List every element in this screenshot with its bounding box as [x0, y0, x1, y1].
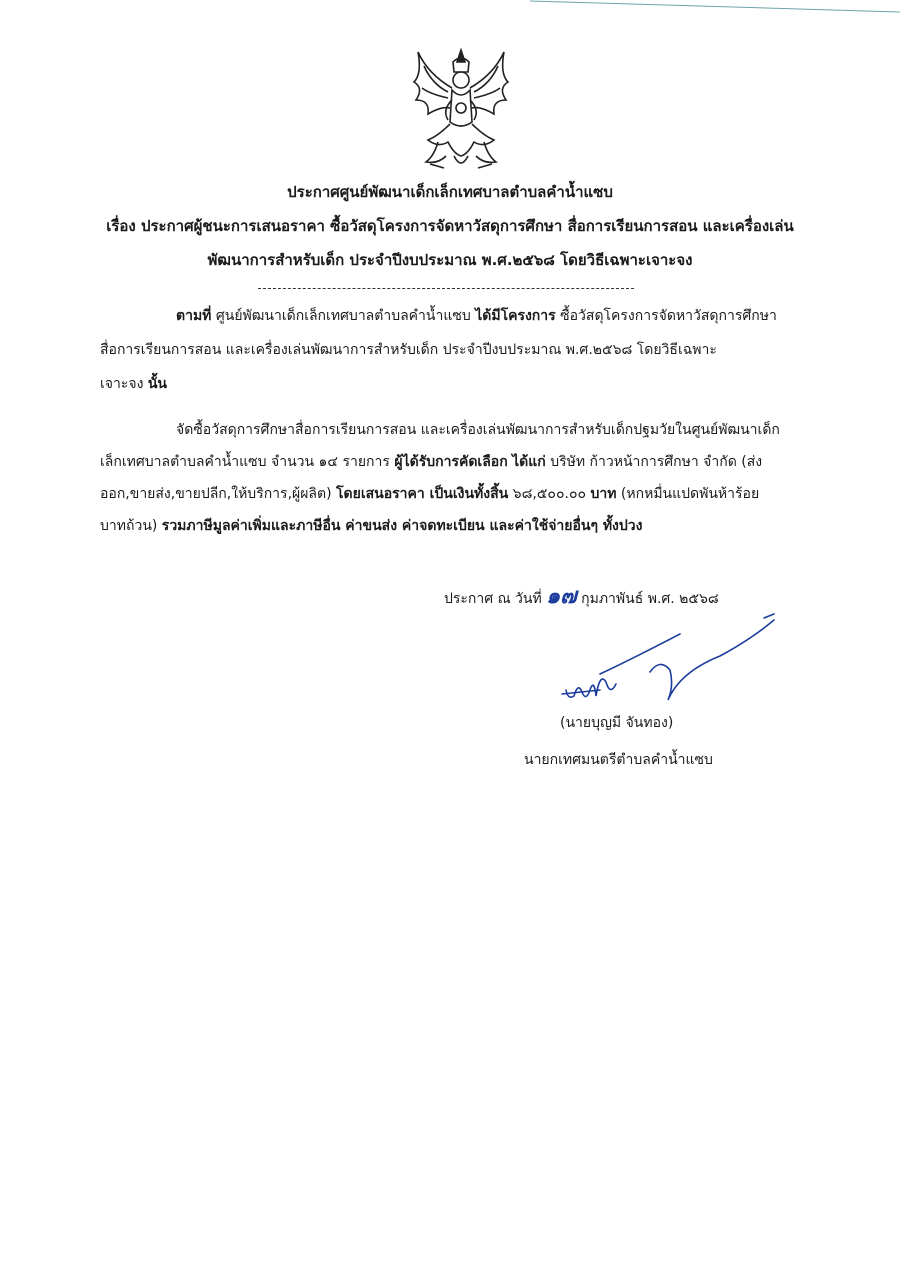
para1-text: ซื้อวัสดุโครงการจัดหาวัสดุการศึกษา: [555, 308, 777, 324]
para2-text: ๖๘,๕๐๐.๐๐: [508, 486, 591, 502]
para1-line1: [176, 306, 777, 326]
para2-text: เล็กเทศบาลตำบลคำน้ำแซบ จำนวน ๑๔ รายการ: [100, 454, 395, 470]
para1-phrase: ได้มีโครงการ: [475, 308, 556, 324]
para2-phrase: ผู้ได้รับการคัดเลือก: [394, 454, 508, 470]
para1-text: เจาะจง: [100, 376, 148, 392]
date-prefix: ประกาศ ณ วันที่: [444, 591, 542, 607]
para1-line2: สื่อการเรียนการสอน และเครื่องเล่นพัฒนาการสำหรับเด็ก ประจำปีงบประมาณ พ.ศ.๒๕๖๘ โดยวิธีเฉพาะ: [100, 342, 717, 358]
date-suffix: กุมภาพันธ์ พ.ศ. ๒๕๖๘: [581, 591, 719, 607]
handwritten-signature: [560, 612, 790, 712]
handwritten-day: ๑๗: [546, 583, 577, 609]
para1-text: ศูนย์พัฒนาเด็กเล็กเทศบาลตำบลคำน้ำแซบ: [211, 308, 476, 324]
para2-line1: จัดซื้อวัสดุการศึกษาสื่อการเรียนการสอน และเครื่องเล่นพัฒนาการสำหรับเด็กปฐมวัยในศูนย์พัฒนาเด็ก: [176, 422, 780, 438]
para1-line3: [100, 374, 167, 394]
signatory-name: (นายบุญมี จันทอง): [560, 715, 674, 731]
para2-phrase: บาท: [590, 486, 617, 502]
para1-phrase: นั้น: [147, 376, 167, 392]
announcement-date: [444, 578, 719, 613]
para2-text: บริษัท ก้าวหน้าการศึกษา จำกัด (ส่ง: [545, 454, 763, 470]
para2-text: (หกหมื่นแปดพันห้าร้อย: [616, 486, 760, 502]
announcement-subject: เรื่อง ประกาศผู้ชนะการเสนอราคา ซื้อวัสดุโครงการจัดหาวัสดุการศึกษา สื่อการเรียนการสอน และเครื่องเล่น: [106, 217, 794, 235]
scan-edge-line: [530, 0, 900, 14]
para2-line2: [100, 452, 762, 472]
announcement-subject-cont: พัฒนาการสำหรับเด็ก ประจำปีงบประมาณ พ.ศ.๒๕๖๘ โดยวิธีเฉพาะเจาะจง: [207, 251, 693, 269]
para1-phrase: ตามที่: [176, 308, 212, 324]
para2-phrase: โดยเสนอราคา เป็นเงินทั้งสิ้น: [336, 486, 509, 502]
para2-text: บาทถ้วน): [100, 518, 162, 534]
garuda-emblem-icon: [408, 44, 514, 174]
announcement-title: ประกาศศูนย์พัฒนาเด็กเล็กเทศบาลตำบลคำน้ำแซบ: [287, 183, 613, 201]
para2-phrase: รวมภาษีมูลค่าเพิ่มและภาษีอื่น ค่าขนส่ง ค่าจดทะเบียน และค่าใช้จ่ายอื่นๆ ทั้งปวง: [161, 518, 643, 534]
separator-rule: [258, 288, 634, 289]
para2-phrase: ได้แก่: [512, 454, 546, 470]
para2-text: ออก,ขายส่ง,ขายปลีก,ให้บริการ,ผู้ผลิต): [100, 486, 337, 502]
signatory-position: นายกเทศมนตรีตำบลคำน้ำแซบ: [524, 752, 713, 768]
para2-line3: [100, 484, 759, 504]
para2-line4: [100, 516, 642, 536]
